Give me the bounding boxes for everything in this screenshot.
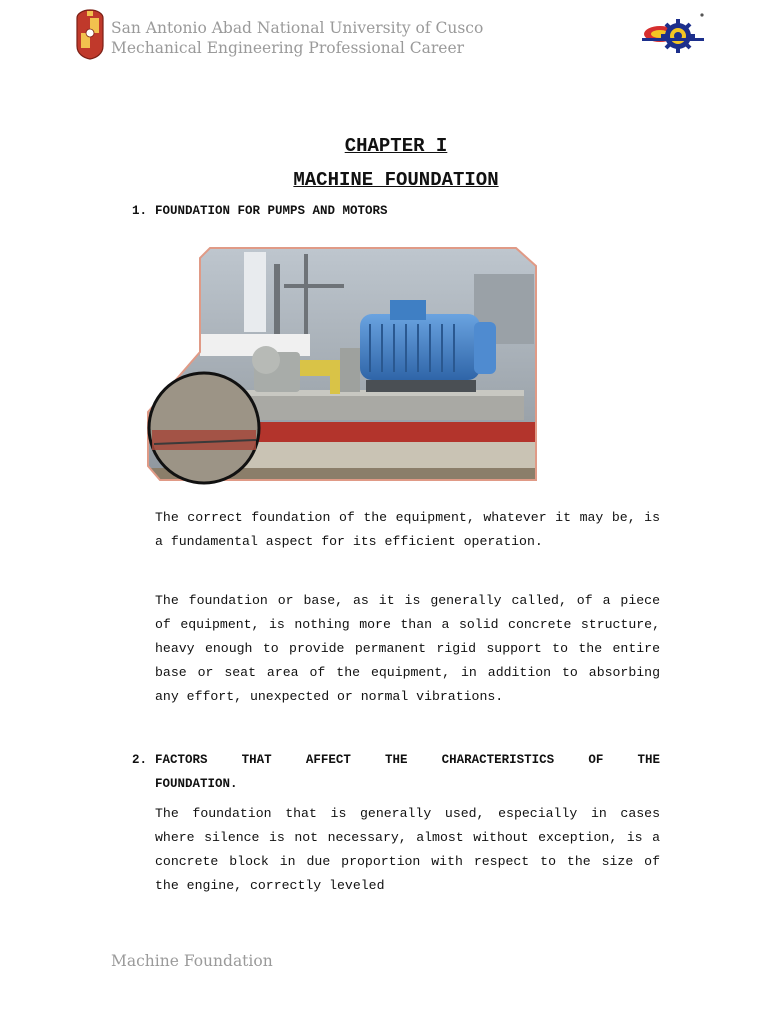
header-university-name: San Antonio Abad National University of Cusco — [111, 19, 484, 37]
section-1-heading — [132, 204, 388, 218]
section-2-heading-line2: FOUNDATION. — [155, 777, 238, 791]
section-1-number: 1. — [132, 204, 148, 218]
mechanical-engineering-gear-logo — [642, 12, 706, 56]
chapter-subject-title: MACHINE FOUNDATION — [293, 169, 499, 191]
university-crest-logo — [76, 8, 104, 60]
section-2-number: 2. — [132, 753, 148, 767]
header-institution — [111, 18, 483, 58]
header-career-name: Mechanical Engineering Professional Career — [111, 39, 465, 57]
section-1-heading-text: FOUNDATION FOR PUMPS AND MOTORS — [155, 204, 388, 218]
section-2-heading-line1: FACTORS THAT AFFECT THE CHARACTERISTICS OF THE — [155, 753, 660, 767]
footer-document-title: Machine Foundation — [111, 952, 273, 970]
paragraph-foundation-definition: The foundation or base, as it is generally called, of a piece of equipment, is nothing more than a solid concrete structure, heavy enough to provide permanent rigid support to the entire base or seat area of the equipment, in addition to absorbing any effort, unexpected or normal vibrations. — [155, 593, 660, 704]
paragraph-concrete-block: The foundation that is generally used, especially in cases where silence is not necessary, almost without exception, is a concrete block in due proportion with respect to the size of the engine, correctly leveled — [155, 806, 660, 893]
paragraph-correct-foundation: The correct foundation of the equipment, whatever it may be, is a fundamental aspect for its efficient operation. — [155, 510, 660, 549]
section-2-heading — [132, 748, 660, 791]
chapter-number-title: CHAPTER I — [344, 135, 448, 157]
pump-motor-foundation-photo — [144, 244, 538, 486]
